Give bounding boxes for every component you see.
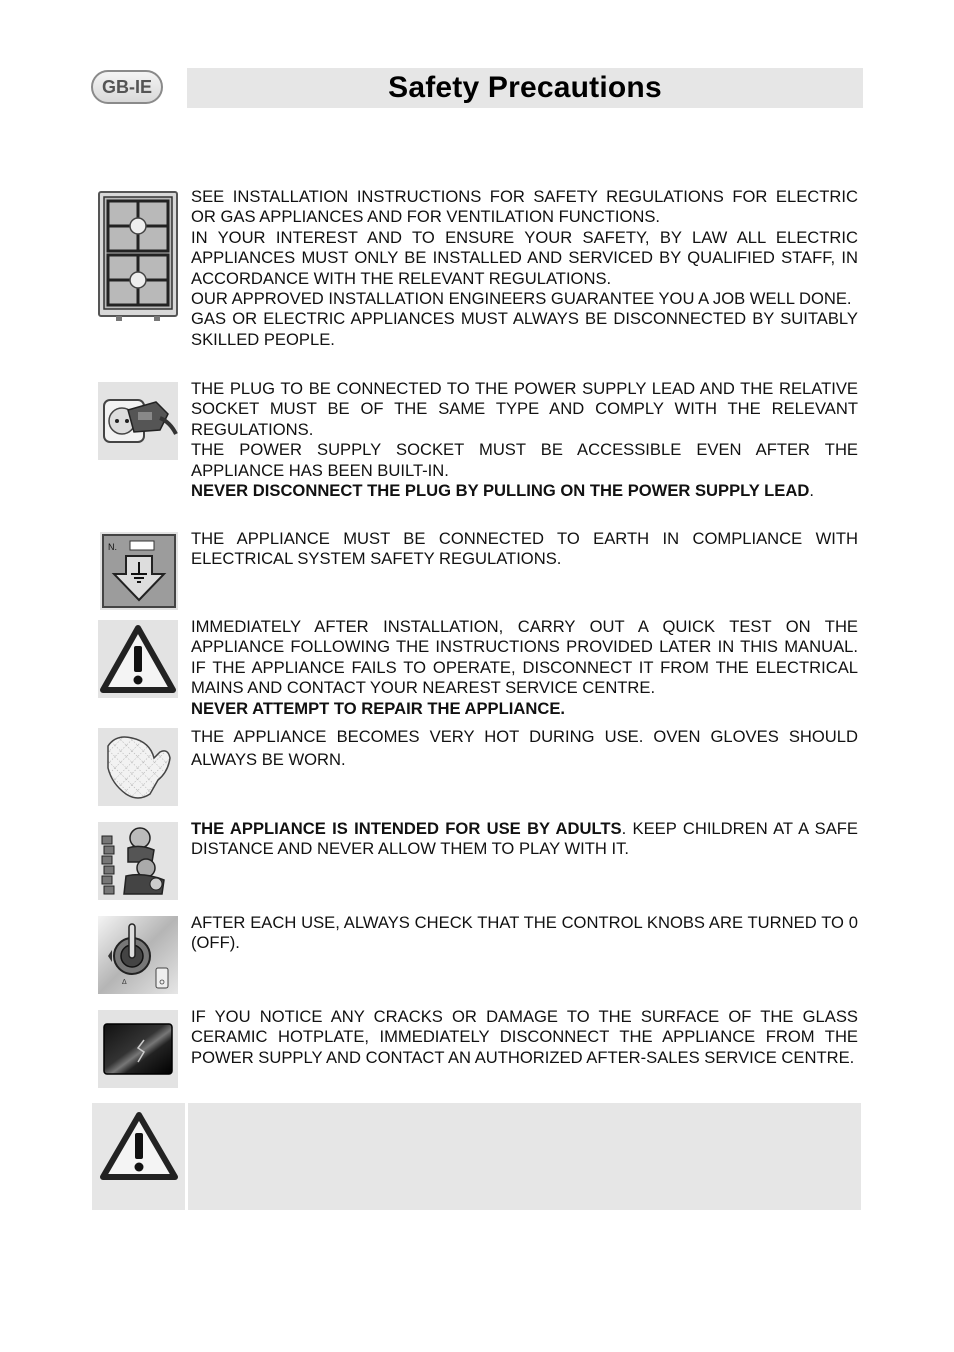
warning-triangle-icon [98,620,178,698]
paragraph: THE PLUG TO BE CONNECTED TO THE POWER SUPPLY LEAD AND THE RELATIVE SOCKET MUST BE OF THE SAME TYPE AND COMPLY WITH THE RELEVANT REGULATIONS. [191,379,858,439]
cracked-glass-hotplate-icon [98,1010,178,1088]
section-text [191,187,858,350]
bold-warning: NEVER DISCONNECT THE PLUG BY PULLING ON THE POWER SUPPLY LEAD [191,481,810,501]
paragraph: OUR APPROVED INSTALLATION ENGINEERS GUARANTEE YOU A JOB WELL DONE. [191,289,852,309]
gas-hob-icon [98,191,178,321]
paragraph-rest: . [809,481,814,501]
svg-text:Δ: Δ [122,979,127,986]
section-text [191,913,858,954]
paragraph [191,481,858,501]
safety-section-installation [98,187,858,372]
bottom-warning-box [92,1103,861,1210]
paragraph: IN YOUR INTEREST AND TO ENSURE YOUR SAFETY, BY LAW ALL ELECTRIC APPLIANCES MUST ONLY BE INSTALLED AND SERVICED BY QUALIFIED STAFF, IN ACCORDANCE WITH THE RELEVANT REGULATIONS. [191,227,858,288]
section-text [191,529,858,570]
page-title: Safety Precautions [388,71,662,104]
safety-section-glass [98,1006,858,1096]
section-text [191,1007,858,1068]
warning-triangle-icon [98,1107,180,1185]
safety-section-earth [98,528,858,613]
safety-section-gloves [98,724,858,810]
plug-socket-icon [98,382,178,460]
section-text [191,617,858,719]
paragraph: GAS OR ELECTRIC APPLIANCES MUST ALWAYS BE DISCONNECTED BY SUITABLY SKILLED PEOPLE. [191,309,858,349]
paragraph [191,819,858,860]
paragraph: THE APPLIANCE MUST BE CONNECTED TO EARTH IN COMPLIANCE WITH ELECTRICAL SYSTEM SAFETY REGULATIONS. [191,529,858,569]
paragraph: IMMEDIATELY AFTER INSTALLATION, CARRY OUT A QUICK TEST ON THE APPLIANCE FOLLOWING THE INSTRUCTIONS PROVIDED LATER IN THIS MANUAL. IF THE APPLIANCE FAILS TO OPERATE, DISCONNECT IT FROM THE ELECTRICAL MAINS AND CONTACT YOUR NEAREST SERVICE CENTRE. [191,617,858,698]
warning-box-divider [185,1103,188,1210]
section-text [191,725,858,771]
paragraph [191,699,858,719]
control-knob-icon [98,916,178,994]
safety-section-test [98,616,858,721]
earth-ground-icon [100,532,178,610]
title-bar [187,68,863,108]
safety-section-children [98,818,858,903]
safety-section-knobs [98,912,858,997]
language-badge: GB-IE [91,70,163,104]
paragraph: THE APPLIANCE BECOMES VERY HOT DURING USE. OVEN GLOVES SHOULD ALWAYS BE WORN. [191,727,858,769]
section-text [191,819,858,860]
oven-glove-icon [98,728,178,806]
section-text [191,379,858,501]
bold-warning: NEVER ATTEMPT TO REPAIR THE APPLIANCE. [191,698,565,718]
paragraph: SEE INSTALLATION INSTRUCTIONS FOR SAFETY REGULATIONS FOR ELECTRIC OR GAS APPLIANCES AND FOR VENTILATION FUNCTIONS. [191,187,858,227]
paragraph: IF YOU NOTICE ANY CRACKS OR DAMAGE TO THE SURFACE OF THE GLASS CERAMIC HOTPLATE, IMMEDIATELY DISCONNECT THE APPLIANCE FROM THE POWER SUPPLY AND CONTACT AN AUTHORIZED AFTER-SALES SERVICE CENTRE. [191,1007,858,1067]
safety-section-plug [98,378,858,523]
icon-label: N. [108,542,117,552]
paragraph: THE POWER SUPPLY SOCKET MUST BE ACCESSIBLE EVEN AFTER THE APPLIANCE HAS BEEN BUILT-IN. [191,440,858,480]
paragraph-rest: . KEEP CHILDREN AT A SAFE DISTANCE AND NEVER ALLOW THEM TO PLAY WITH IT. [191,819,858,859]
bold-warning: THE APPLIANCE IS INTENDED FOR USE BY ADULTS [191,819,622,838]
paragraph: AFTER EACH USE, ALWAYS CHECK THAT THE CONTROL KNOBS ARE TURNED TO 0 (OFF). [191,913,858,953]
children-icon [98,822,178,900]
